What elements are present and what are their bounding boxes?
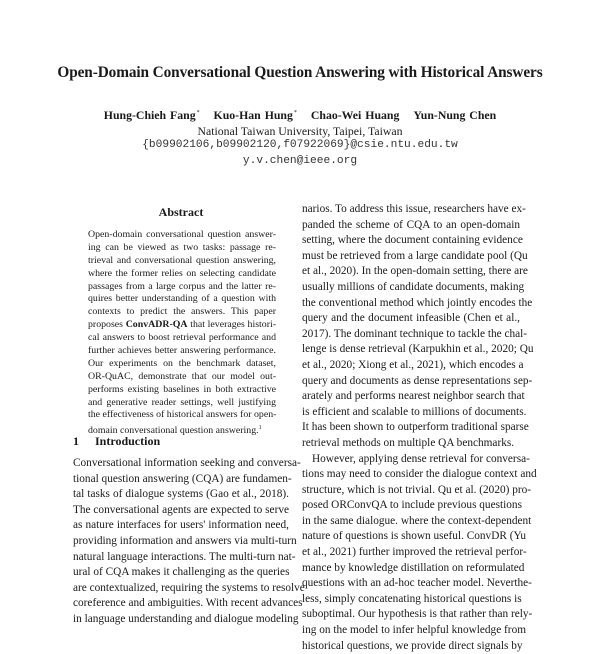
abstract-line: where the former relies on selecting candidate bbox=[88, 267, 276, 279]
author-name: Kuo-Han Hung bbox=[213, 108, 293, 122]
body-line: are contextualized, requiring the systems to resolve bbox=[73, 581, 305, 594]
body-line: panded the scheme of CQA to an open-domain bbox=[302, 218, 520, 231]
body-line: query and documents as dense representations sep- bbox=[302, 374, 533, 387]
abstract-body bbox=[88, 229, 276, 435]
body-line: ural of CQA makes it challenging as the queries bbox=[73, 566, 290, 579]
author bbox=[413, 108, 496, 122]
body-line: the conventional method which jointly encodes the bbox=[302, 296, 533, 309]
intro-right-column bbox=[302, 202, 537, 654]
equal-contribution-mark: * bbox=[196, 110, 200, 116]
body-line: ing on the model to infer helpful knowledge from bbox=[302, 624, 527, 637]
abstract-line: Our experiments on the benchmark dataset, bbox=[88, 357, 276, 369]
body-line: providing information and answers via multi-turn bbox=[73, 534, 297, 547]
abstract-line: the effectiveness of historical answers for open- bbox=[88, 409, 277, 421]
body-line: tions may need to consider the dialogue context and bbox=[302, 468, 537, 481]
body-line: The conversational agents are expected to serve bbox=[73, 503, 289, 516]
body-line: mance by knowledge distillation on reformulated bbox=[302, 561, 525, 574]
body-line: in the same dialogue. where the context-dependent bbox=[302, 514, 532, 527]
body-line: historical questions, we provide direct signals by bbox=[302, 639, 523, 652]
body-line: et al., 2020). In the open-domain setting, there are bbox=[302, 265, 528, 278]
body-line: must be retrieved from a large candidate pool (Qu bbox=[302, 249, 528, 262]
body-line: suboptimal. Our hypothesis is that rather than rely- bbox=[302, 608, 533, 621]
text-run: that leverages histori- bbox=[187, 319, 276, 331]
body-line: narios. To address this issue, researchers have ex- bbox=[302, 203, 526, 215]
model-name: ConvADR-QA bbox=[125, 319, 188, 331]
abstract-line: further achieves better answering performance. bbox=[88, 345, 276, 357]
abstract-line: and generative reader settings, well justifying bbox=[88, 396, 276, 408]
body-line: lenge is dense retrieval (Karpukhin et al., 2020; Qu bbox=[302, 343, 534, 356]
abstract-line: Open-domain conversational question answer- bbox=[88, 229, 276, 240]
body-line: tal tasks of dialogue systems (Gao et al., 2018). bbox=[73, 488, 289, 501]
abstract-heading: Abstract bbox=[158, 205, 204, 219]
abstract-line: trieval and conversational question answering, bbox=[88, 254, 276, 266]
abstract-line: cal answers to boost retrieval performance and bbox=[88, 332, 276, 344]
abstract-line: performs existing baselines in both extractive bbox=[88, 383, 276, 395]
author bbox=[104, 108, 200, 122]
section-title: Introduction bbox=[95, 434, 161, 448]
corresponding-email: y.v.chen@ieee.org bbox=[242, 155, 358, 167]
author bbox=[214, 108, 297, 122]
body-line: tional question answering (CQA) are fundamen- bbox=[73, 472, 292, 485]
equal-contribution-mark: * bbox=[293, 110, 297, 116]
body-line: However, applying dense retrieval for conversa- bbox=[312, 452, 530, 465]
abstract-line: contexts to predict the answers. This paper bbox=[88, 306, 276, 318]
affiliation: National Taiwan University, Taipei, Taiwan bbox=[197, 124, 403, 138]
abstract-line: quires better understanding of a question with bbox=[88, 293, 276, 305]
body-line: coreference and ambiguities. With recent advances bbox=[73, 597, 303, 610]
author-list bbox=[0, 108, 600, 123]
body-line: et al., 2021) further improved the retrieval perfor- bbox=[302, 546, 527, 559]
section-number: 1 bbox=[73, 434, 79, 448]
text-run: domain conversational question answering. bbox=[88, 425, 259, 437]
body-line: structure, which is not trivial. Qu et al. (2020) pro- bbox=[302, 483, 532, 496]
body-line: query and the document infeasible (Chen et al., bbox=[302, 312, 520, 325]
abstract-line: passages from a large corpus and the latter re- bbox=[88, 280, 276, 292]
body-line: less, simply concatenating historical questions is bbox=[302, 592, 522, 605]
body-line: et al., 2020; Xiong et al., 2021), which encodes a bbox=[302, 358, 524, 371]
body-line: nature of questions is shown useful. ConvDR (Yu bbox=[302, 530, 527, 543]
author bbox=[311, 108, 400, 122]
body-line: arately and performs nearest neighbor search that bbox=[302, 390, 525, 403]
body-line: setting, where the document containing evidence bbox=[302, 234, 523, 247]
author-name: Yun-Nung Chen bbox=[413, 108, 497, 122]
body-line: is efficient and scalable to millions of documents. bbox=[302, 405, 527, 418]
abstract-line bbox=[88, 319, 276, 332]
footnote-link[interactable]: 1 bbox=[258, 425, 262, 432]
body-line: usually millions of candidate documents, making bbox=[302, 280, 525, 293]
abstract-line: OR-QuAC, demonstrate that our model out- bbox=[88, 370, 276, 382]
body-line: posed ORConvQA to include previous questions bbox=[302, 499, 522, 512]
author-name: Chao-Wei Huang bbox=[310, 108, 400, 122]
body-line: 2017). The dominant technique to tackle the chal- bbox=[302, 327, 528, 340]
section-heading-introduction bbox=[73, 434, 160, 449]
body-line: natural language interactions. The multi-turn nat- bbox=[73, 550, 296, 563]
intro-left-column bbox=[73, 456, 305, 628]
body-line: retrieval methods on multiple QA benchmarks. bbox=[302, 436, 515, 449]
paper-title: Open-Domain Conversational Question Answering with Historical Answers bbox=[57, 64, 543, 81]
body-line: as nature interfaces for users' information need, bbox=[73, 519, 289, 532]
body-line: Conversational information seeking and conversa- bbox=[73, 457, 301, 469]
body-line: It has been shown to outperform traditional sparse bbox=[302, 421, 529, 434]
body-line: questions with an ad-hoc teacher model. Neverthe- bbox=[302, 577, 532, 590]
body-line: in language understanding and dialogue modeling bbox=[73, 612, 299, 625]
author-name: Hung-Chieh Fang bbox=[103, 108, 196, 122]
text-run: proposes bbox=[88, 319, 126, 331]
author-emails: {b09902106,b09902120,f07922069}@csie.ntu.edu.tw bbox=[142, 139, 458, 151]
abstract-line: ing can be viewed as two tasks: passage re- bbox=[88, 241, 276, 253]
